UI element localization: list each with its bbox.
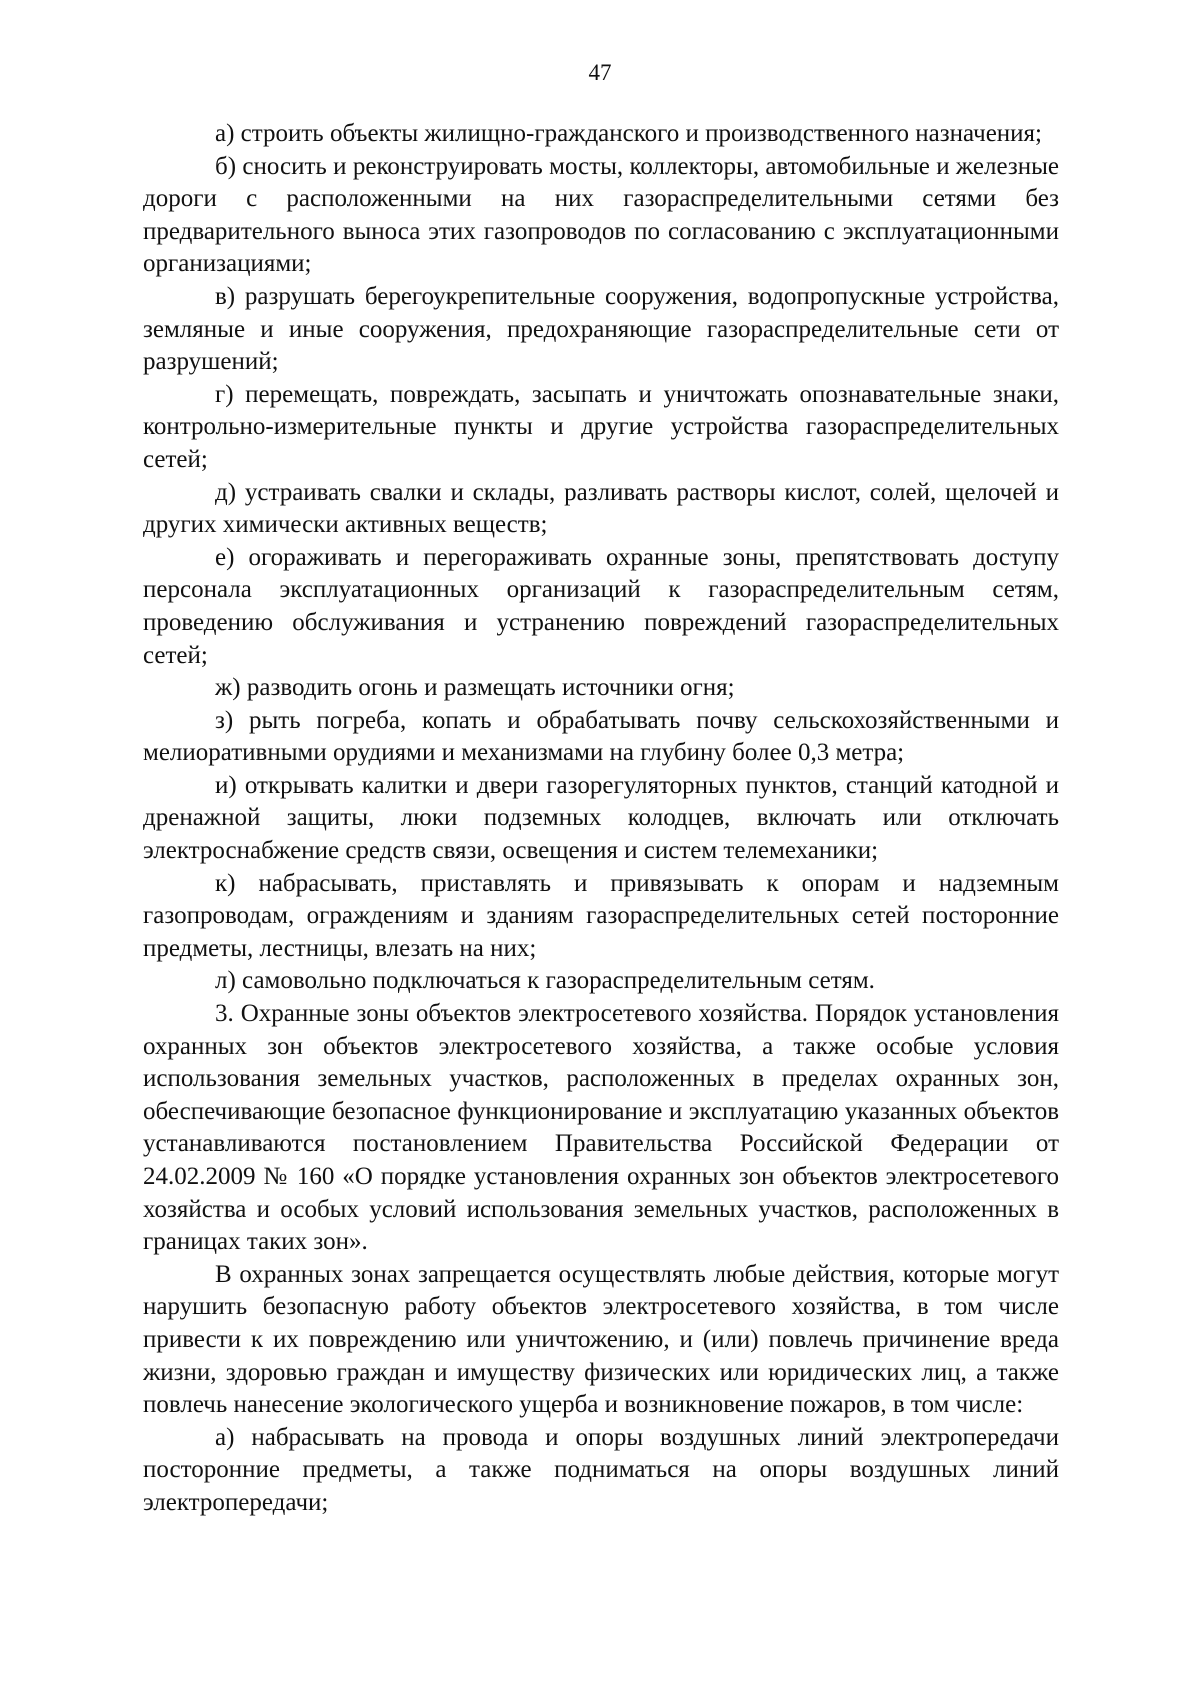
paragraph-section-3-power-zones: 3. Охранные зоны объектов электросетевого хозяйства. Порядок установления охранных зон объектов электросетевого хозяйства, а также особые условия использования земельных участков, расположенных в пределах охранных зон, обеспечивающие безопасное функционирование и эксплуатацию указанных объектов устанавливаются постановлением Правительства Российской Федерации от 24.02.2009 № 160 «О порядке установления охранных зон объектов электросетевого хозяйства и особых условий использования земельных участков, расположенных в границах таких зон». (143, 1000, 1059, 1256)
paragraph-prohibitions-intro: В охранных зонах запрещается осуществлять любые действия, которые могут нарушить безопасную работу объектов электросетевого хозяйства, в том числе привести к их повреждению или уничтожению, и (или) повлечь причинение вреда жизни, здоровью граждан и имуществу физических или юридических лиц, а также повлечь нанесение экологического ущерба и возникновение пожаров, в том числе: (143, 1260, 1059, 1419)
paragraph-item-d-dumps: д) устраивать свалки и склады, разливать растворы кислот, солей, щелочей и других химически активных веществ; (143, 478, 1059, 539)
paragraph-item-zh-fire: ж) разводить огонь и размещать источники огня; (215, 674, 735, 702)
page-number: 47 (588, 60, 612, 85)
paragraph-item-k-attach: к) набрасывать, приставлять и привязывать к опорам и надземным газопроводам, ограждениям и зданиям газораспределительных сетей посторонние предметы, лестницы, влезать на них; (143, 869, 1059, 962)
paragraph-item-a-build: а) строить объекты жилищно-гражданского и производственного назначения; (215, 120, 1043, 147)
paragraph-item-b-demolish: б) сносить и реконструировать мосты, коллекторы, автомобильные и железные дороги с расположенными на них газораспределительными сетями без предварительного выноса этих газопроводов по согласованию с эксплуатационными организациями; (143, 152, 1059, 278)
document-body (143, 118, 1059, 1520)
paragraph-item-a-throw: а) набрасывать на провода и опоры воздушных линий электропередачи посторонние предметы, а также подниматься на опоры воздушных линий электропередачи; (143, 1423, 1059, 1516)
paragraph-item-l-connect: л) самовольно подключаться к газораспределительным сетям. (215, 967, 875, 995)
paragraph-item-v-destroy: в) разрушать берегоукрепительные сооружения, водопропускные устройства, земляные и иные сооружения, предохраняющие газораспределительные сети от разрушений; (143, 282, 1059, 376)
paragraph-item-e-fence: е) огораживать и перегораживать охранные зоны, препятствовать доступу персонала эксплуатационных организаций к газораспределительным сетям, проведению обслуживания и устранению повреждений газораспределительных сетей; (143, 543, 1059, 669)
paragraph-item-i-open-doors: и) открывать калитки и двери газорегуляторных пунктов, станций катодной и дренажной защиты, люки подземных колодцев, включать или отключать электроснабжение средств связи, освещения и систем телемеханики; (143, 771, 1059, 865)
paragraph-item-z-dig: з) рыть погреба, копать и обрабатывать почву сельскохозяйственными и мелиоративными орудиями и механизмами на глубину более 0,3 метра; (143, 706, 1059, 767)
paragraph-item-g-move-signs: г) перемещать, повреждать, засыпать и уничтожать опознавательные знаки, контрольно-измерительные пункты и другие устройства газораспределительных сетей; (143, 380, 1059, 473)
